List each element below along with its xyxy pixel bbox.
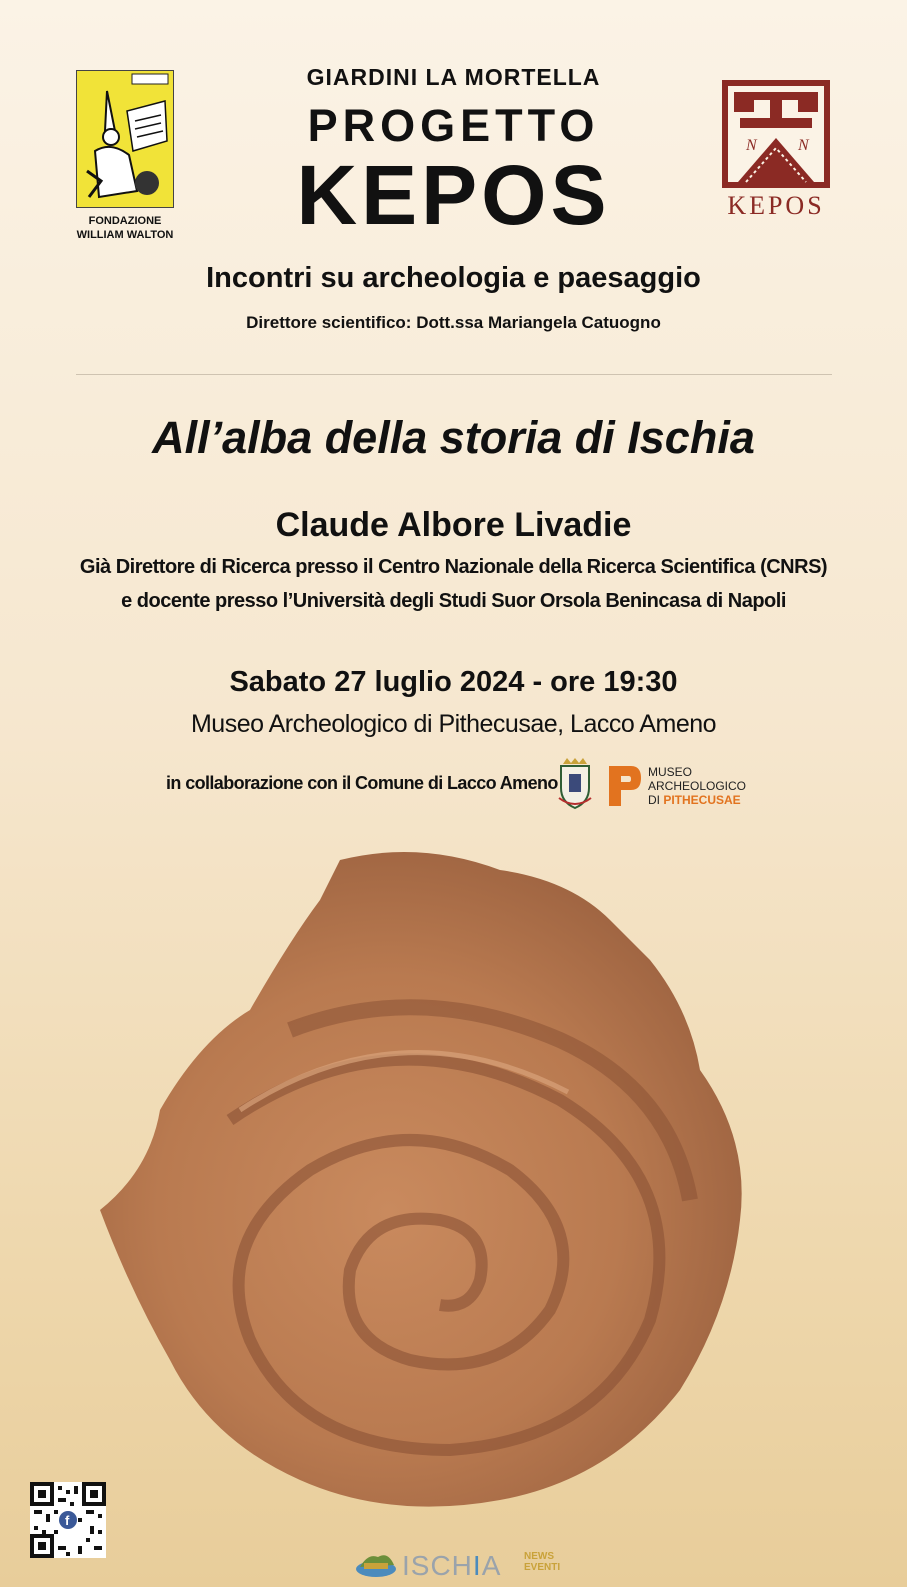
series-subtitle: Incontri su archeologia e paesaggio xyxy=(206,262,701,294)
svg-text:f: f xyxy=(65,1513,70,1528)
event-venue: Museo Archeologico di Pithecusae, Lacco Ameno xyxy=(190,710,717,738)
event-title: All’alba della storia di Ischia xyxy=(152,412,755,463)
walton-caption-line2: WILLIAM WALTON xyxy=(76,229,174,241)
museum-logo-di: DI xyxy=(648,793,664,807)
speaker-role-line2: e docente presso l’Università degli Studi Suor Orsola Benincasa di Napoli xyxy=(121,590,786,612)
museum-logo-line3 xyxy=(648,793,746,807)
footer-news-eventi xyxy=(524,1551,560,1573)
footer-brand-i-accent: I xyxy=(472,1550,482,1581)
footer-eventi: EVENTI xyxy=(524,1562,561,1573)
header-title-progetto: PROGETTO xyxy=(307,100,600,151)
scientific-director: Direttore scientifico: Dott.ssa Mariangela Catuogno xyxy=(246,313,661,332)
kepos-wordmark: KEPOS xyxy=(727,191,825,220)
collaboration-text: in collaborazione con il Comune di Lacco Ameno xyxy=(166,773,558,793)
museum-logo-text xyxy=(648,765,746,807)
section-divider xyxy=(76,374,832,375)
qr-code[interactable] xyxy=(30,1482,106,1558)
museum-logo-pithecusae: PITHECUSAE xyxy=(663,793,741,807)
footer-ischia-wordmark xyxy=(402,1550,501,1582)
lacco-ameno-crest-icon xyxy=(555,758,595,810)
museum-p-logo-icon xyxy=(607,764,643,808)
speaker-name: Claude Albore Livadie xyxy=(275,506,632,544)
footer-brand-a: A xyxy=(481,1550,502,1581)
spiral-artifact-image xyxy=(90,840,770,1520)
footer-brand-isch: ISCH xyxy=(402,1550,473,1581)
header-kicker: GIARDINI LA MORTELLA xyxy=(306,64,601,90)
footer-news: NEWS xyxy=(524,1551,554,1562)
header-title-kepos: KEPOS xyxy=(296,148,611,242)
speaker-role-line1: Già Direttore di Ricerca presso il Centro Nazionale della Ricerca Scientifica (CNRS) xyxy=(79,556,828,578)
ischia-island-icon xyxy=(354,1549,398,1579)
svg-text:N: N xyxy=(746,137,757,154)
museum-logo-line1: MUSEO xyxy=(648,765,693,779)
event-date-time: Sabato 27 luglio 2024 - ore 19:30 xyxy=(229,666,678,698)
svg-text:N: N xyxy=(798,137,809,154)
walton-caption-line1: FONDAZIONE xyxy=(88,215,162,227)
museum-logo-line2: ARCHEOLOGICO xyxy=(648,779,747,793)
